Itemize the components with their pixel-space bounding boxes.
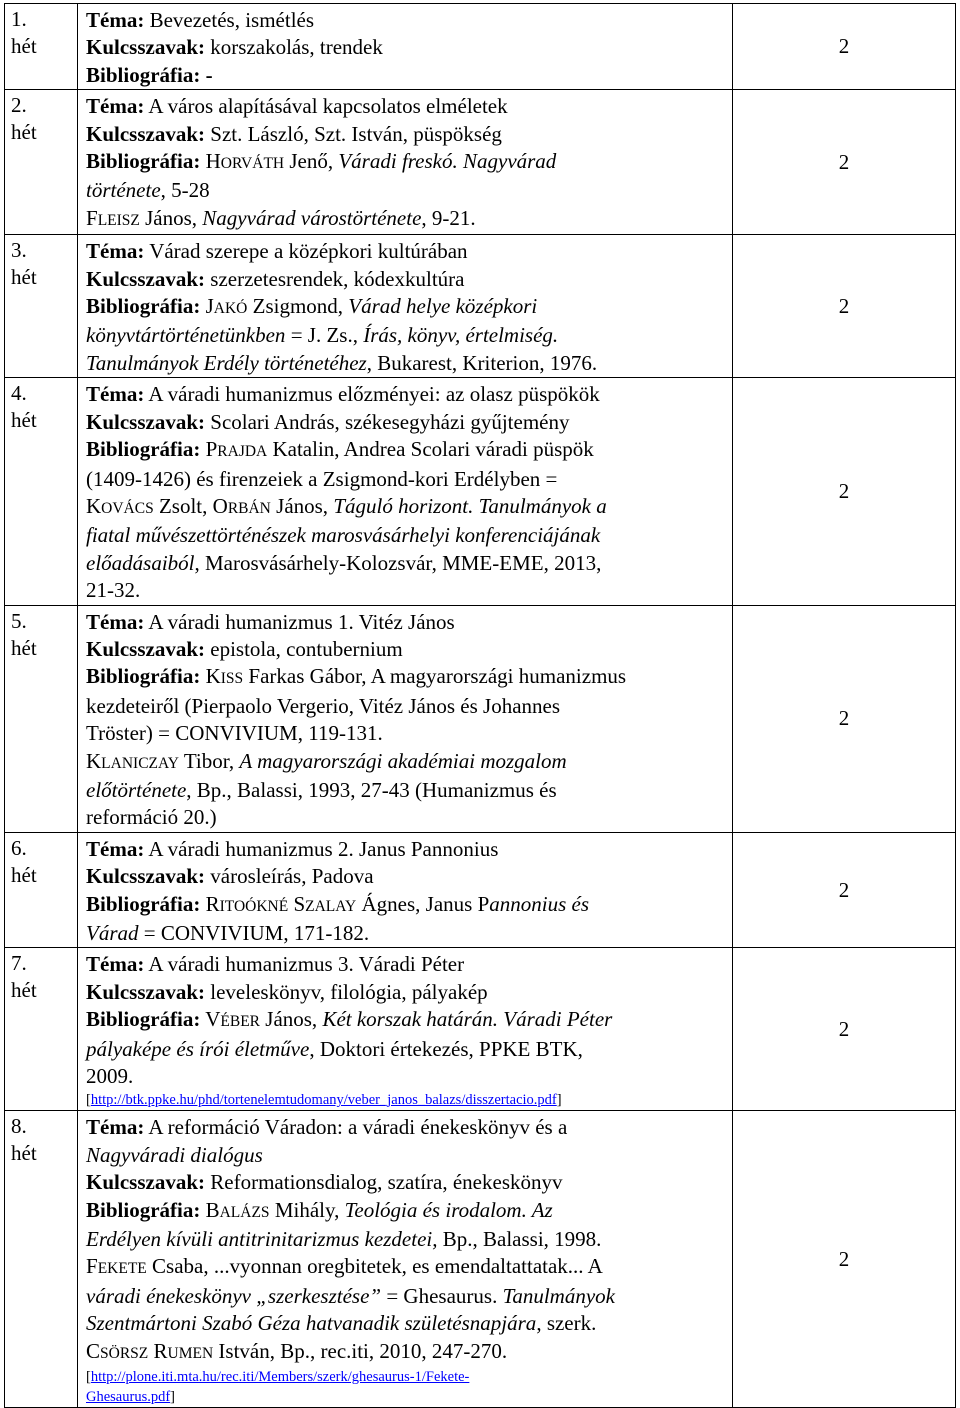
hours-cell [733, 378, 956, 605]
field-label: Téma: [86, 239, 145, 264]
text-run: , Doktori értekezés, PPKE BTK, [309, 1036, 583, 1061]
text-run: RBÁN [227, 499, 271, 517]
week-label: 6. [11, 835, 27, 860]
text-run: = CONVIVIUM, 171-182. [138, 921, 370, 945]
table-row [5, 1111, 956, 1408]
text-run: K [86, 493, 102, 518]
text-run: Nagyvárad várostörténete [202, 205, 422, 230]
week-cell [5, 1111, 78, 1408]
text-run: Csaba, ...vyonnan oregbitetek, es emendaltattatak... A [146, 1254, 603, 1279]
field-label: Kulcsszavak: [86, 35, 206, 60]
table-row [5, 605, 956, 832]
week-label: hét [11, 120, 37, 145]
text-run: C [86, 1338, 101, 1363]
table-row [5, 4, 956, 90]
hours-value: 2 [838, 1016, 850, 1041]
text-run: J [200, 294, 214, 319]
field-label: Bibliográfia: [86, 437, 201, 462]
content-line [86, 293, 728, 322]
text-run: F [86, 1254, 98, 1279]
content-line [86, 7, 728, 34]
text-run: fiatal művészettörténészek marosvásárhelyi konferenciájának [86, 523, 601, 548]
field-label: Téma: [86, 382, 145, 407]
week-cell [5, 832, 78, 948]
table-row [5, 235, 956, 378]
content-line [86, 1226, 728, 1253]
text-run: annonius és [489, 891, 590, 916]
field-label: Bibliográfia: [86, 1007, 201, 1032]
text-run: F [86, 205, 98, 230]
table-row [5, 90, 956, 235]
content-line [86, 1367, 728, 1387]
content-cell [78, 378, 733, 605]
field-label: Bibliográfia: - [86, 62, 213, 87]
text-run: Várad szerepe a középkori kultúrában [144, 239, 468, 264]
content-cell [78, 1111, 733, 1408]
text-run: UMEN [167, 1344, 214, 1362]
content-line [86, 979, 728, 1006]
table-row [5, 832, 956, 948]
text-run: pályaképe és írói életműve [86, 1036, 310, 1061]
text-run: Reformationsdialog, szatíra, énekeskönyv [205, 1170, 563, 1195]
week-cell [5, 90, 78, 235]
text-run: Katalin, Andrea Scolari váradi püspök [267, 437, 594, 462]
content-line [86, 238, 728, 265]
text-run: EKETE [97, 1260, 147, 1278]
text-run: R [200, 891, 220, 916]
text-run: P [200, 437, 218, 462]
hours-cell [733, 605, 956, 832]
url-link[interactable]: Ghesaurus.pdf [86, 1389, 171, 1406]
schedule-table [4, 3, 956, 1408]
text-run: Nagyváradi dialógus [86, 1142, 263, 1167]
url-link[interactable]: http://plone.iti.mta.hu/rec.iti/Members/szerk/ghesaurus-1/Fekete- [90, 1369, 470, 1386]
text-run: , Bp., Balassi, 1993, 27-43 (Humanizmus és [186, 777, 557, 802]
week-label: hét [11, 34, 37, 58]
hours-value: 2 [838, 293, 850, 318]
content-line [86, 350, 728, 377]
text-run: , szerk. [536, 1311, 597, 1336]
content-line [86, 266, 728, 293]
content-line [86, 1114, 728, 1141]
content-line [86, 1387, 728, 1407]
field-label: Bibliográfia: [86, 664, 201, 689]
content-line [86, 1006, 728, 1035]
content-line [86, 93, 728, 120]
hours-value: 2 [838, 877, 850, 902]
week-cell [5, 235, 78, 378]
field-label: Bibliográfia: [86, 149, 201, 174]
field-label: Kulcsszavak: [86, 636, 206, 661]
content-line [86, 177, 728, 204]
content-line [86, 777, 728, 804]
field-label: Kulcsszavak: [86, 266, 206, 291]
field-label: Kulcsszavak: [86, 121, 206, 146]
text-run: RAJDA [217, 443, 268, 461]
hours-value: 2 [838, 478, 850, 503]
week-label: 8. [11, 1114, 27, 1139]
content-line [86, 121, 728, 148]
content-cell [78, 4, 733, 90]
week-cell [5, 378, 78, 605]
content-line [86, 951, 728, 978]
hours-value: 2 [838, 1246, 850, 1271]
content-line [86, 1142, 728, 1169]
content-line [86, 1036, 728, 1063]
text-run: váradi énekeskönyv „szerkesztése” [86, 1283, 382, 1308]
week-label: hét [11, 978, 37, 1003]
text-run: , 5-28 [160, 178, 210, 203]
text-run: János, [139, 205, 203, 230]
text-run: A magyarországi akadémiai mozgalom [239, 748, 567, 773]
content-line [86, 1197, 728, 1226]
text-run: R [148, 1338, 168, 1363]
week-label: 7. [11, 951, 27, 976]
week-label: 5. [11, 608, 27, 633]
text-run: Tanulmányok Erdély történetéhez [86, 350, 367, 375]
text-run: Írás, könyv, értelmiség. [363, 323, 559, 348]
text-run: , Bukarest, Kriterion, 1976. [366, 350, 598, 375]
text-run: Tanulmányok [502, 1283, 615, 1308]
text-run: Szentmártoni Szabó Géza hatvanadik születésnapjára [86, 1311, 537, 1336]
schedule-body [5, 4, 956, 1408]
content-line [86, 322, 728, 349]
text-run: S [288, 891, 306, 916]
content-line [86, 409, 728, 436]
week-label: hét [11, 635, 37, 660]
text-run: ALÁZS [219, 1203, 270, 1221]
text-run: Tröster) = CONVIVIUM, 119-131. [86, 721, 383, 746]
text-run: , Marosvásárhely-Kolozsvár, MME-EME, 2013, [194, 550, 602, 575]
field-label: Téma: [86, 1115, 145, 1140]
text-run: János, [270, 493, 334, 518]
week-cell [5, 605, 78, 832]
content-line [86, 436, 728, 465]
text-run: 2009. [86, 1064, 134, 1089]
content-line [86, 1283, 728, 1310]
text-run: A váradi humanizmus 2. Janus Pannonius [144, 836, 499, 861]
text-run: OVÁCS [101, 499, 154, 517]
hours-cell [733, 235, 956, 378]
content-cell [78, 235, 733, 378]
text-run: Szt. László, Szt. István, püspökség [205, 121, 502, 146]
field-label: Téma: [86, 8, 145, 32]
text-run: története [86, 178, 161, 203]
text-run: szerzetesrendek, kódexkultúra [205, 266, 465, 291]
content-line [86, 1169, 728, 1196]
text-run: K [86, 748, 102, 773]
content-line [86, 550, 728, 577]
text-run: könyvtártörténetünkben [86, 323, 286, 348]
text-run: Várad [86, 921, 139, 945]
text-run: ORVÁTH [220, 155, 285, 173]
url-link[interactable]: http://btk.ppke.hu/phd/tortenelemtudomany/veber_janos_balazs/disszertacio.pdf [90, 1092, 557, 1109]
text-run: , 9-21. [421, 205, 476, 230]
text-run: AKÓ [213, 300, 248, 318]
text-run: városleírás, Padova [205, 864, 374, 889]
text-run: A reformáció Váradon: a váradi énekeskönyv és a [144, 1115, 568, 1140]
content-line [86, 663, 728, 692]
field-label: Kulcsszavak: [86, 979, 206, 1004]
text-run: előtörténete [86, 777, 187, 802]
text-run: István, Bp., rec.iti, 2010, 247-270. [213, 1338, 508, 1363]
text-run: leveleskönyv, filológia, pályakép [205, 979, 488, 1004]
content-line [86, 205, 728, 234]
content-cell [78, 948, 733, 1111]
content-line [86, 748, 728, 777]
text-run: 21-32. [86, 578, 141, 603]
text-run: A váradi humanizmus 3. Váradi Péter [144, 952, 465, 977]
text-run: K [200, 664, 221, 689]
hours-value: 2 [838, 34, 850, 59]
content-line [86, 148, 728, 177]
text-run: Zsigmond, [247, 294, 349, 319]
week-label: 4. [11, 381, 27, 406]
text-run: ZALAY [305, 897, 357, 915]
text-run: H [200, 149, 221, 174]
text-run: reformáció 20.) [86, 805, 217, 830]
content-line [86, 1310, 728, 1337]
text-run: [ [86, 1369, 91, 1386]
week-label: 2. [11, 93, 27, 118]
text-run: = Ghesaurus. [381, 1283, 503, 1308]
content-line [86, 381, 728, 408]
content-line [86, 1063, 728, 1090]
text-run: Ágnes, Janus P [356, 891, 490, 916]
text-run: Várad helye középkori [348, 294, 538, 319]
table-row [5, 378, 956, 605]
week-label: hét [11, 1141, 37, 1166]
text-run: Mihály, [269, 1197, 345, 1222]
week-label: 1. [11, 7, 27, 31]
hours-cell [733, 832, 956, 948]
hours-cell [733, 948, 956, 1111]
table-row [5, 948, 956, 1111]
text-run: LANICZAY [101, 754, 179, 772]
field-label: Téma: [86, 836, 145, 861]
field-label: Bibliográfia: [86, 1197, 201, 1222]
text-run: Bevezetés, ismétlés [144, 8, 315, 32]
content-line [86, 62, 728, 89]
content-line [86, 720, 728, 747]
content-line [86, 804, 728, 831]
content-line [86, 1090, 728, 1110]
field-label: Bibliográfia: [86, 294, 201, 319]
content-line [86, 891, 728, 920]
text-run: Két korszak határán. Váradi Péter [322, 1007, 613, 1032]
text-run: ÉBER [220, 1013, 261, 1031]
week-cell [5, 4, 78, 90]
text-run: epistola, contubernium [205, 636, 403, 661]
week-label: hét [11, 265, 37, 290]
content-line [86, 836, 728, 863]
text-run: korszakolás, trendek [205, 35, 383, 60]
field-label: Bibliográfia: [86, 891, 201, 916]
text-run: A váradi humanizmus 1. Vitéz János [144, 609, 455, 634]
text-run: Scolari András, székesegyházi gyűjtemény [205, 409, 570, 434]
hours-cell [733, 1111, 956, 1408]
field-label: Téma: [86, 952, 145, 977]
text-run: Tibor, [178, 748, 240, 773]
content-cell [78, 90, 733, 235]
text-run: Táguló horizont. Tanulmányok a [333, 493, 607, 518]
text-run: B [200, 1197, 220, 1222]
content-line [86, 493, 728, 522]
text-run: Jenő, [284, 149, 339, 174]
field-label: Kulcsszavak: [86, 1170, 206, 1195]
field-label: Kulcsszavak: [86, 864, 206, 889]
text-run: Erdélyen kívüli antitrinitarizmus kezdetei, [86, 1227, 438, 1252]
content-line [86, 693, 728, 720]
content-line [86, 863, 728, 890]
text-run: A váradi humanizmus előzményei: az olasz püspökök [144, 382, 600, 407]
content-line [86, 34, 728, 61]
content-line [86, 522, 728, 549]
text-run: Farkas Gábor, A magyarországi humanizmus [243, 664, 627, 689]
text-run: ] [170, 1389, 176, 1406]
text-run: [ [86, 1092, 91, 1109]
content-line [86, 466, 728, 493]
text-run: előadásaiból [86, 550, 195, 575]
text-run: Zsolt, O [153, 493, 228, 518]
hours-value: 2 [838, 706, 850, 731]
content-line [86, 577, 728, 604]
week-cell [5, 948, 78, 1111]
hours-value: 2 [838, 149, 850, 174]
content-line [86, 636, 728, 663]
content-line [86, 920, 728, 947]
content-line [86, 609, 728, 636]
text-run: ITOÓKNÉ [219, 897, 289, 915]
text-run: SÖRSZ [100, 1344, 149, 1362]
text-run: LEISZ [97, 211, 140, 229]
content-cell [78, 832, 733, 948]
hours-cell [733, 4, 956, 90]
text-run: Váradi freskó. Nagyvárad [338, 149, 557, 174]
field-label: Kulcsszavak: [86, 409, 206, 434]
week-label: hét [11, 408, 37, 433]
field-label: Téma: [86, 94, 145, 119]
week-label: 3. [11, 238, 27, 263]
text-run: Bp., Balassi, 1998. [437, 1227, 602, 1252]
text-run: ISS [220, 670, 244, 688]
text-run: V [200, 1007, 221, 1032]
week-label: hét [11, 862, 37, 887]
text-run: (1409-1426) és firenzeiek a Zsigmond-kori Erdélyben = [86, 466, 558, 491]
hours-cell [733, 90, 956, 235]
text-run: = J. Zs., [285, 323, 364, 348]
text-run: ] [556, 1092, 562, 1109]
text-run: kezdeteiről (Pierpaolo Vergerio, Vitéz János és Johannes [86, 693, 561, 718]
text-run: Teológia és irodalom. Az [344, 1197, 553, 1222]
content-cell [78, 605, 733, 832]
text-run: János, [260, 1007, 323, 1032]
content-line [86, 1253, 728, 1282]
text-run: A város alapításával kapcsolatos elméletek [144, 94, 508, 119]
field-label: Téma: [86, 609, 145, 634]
